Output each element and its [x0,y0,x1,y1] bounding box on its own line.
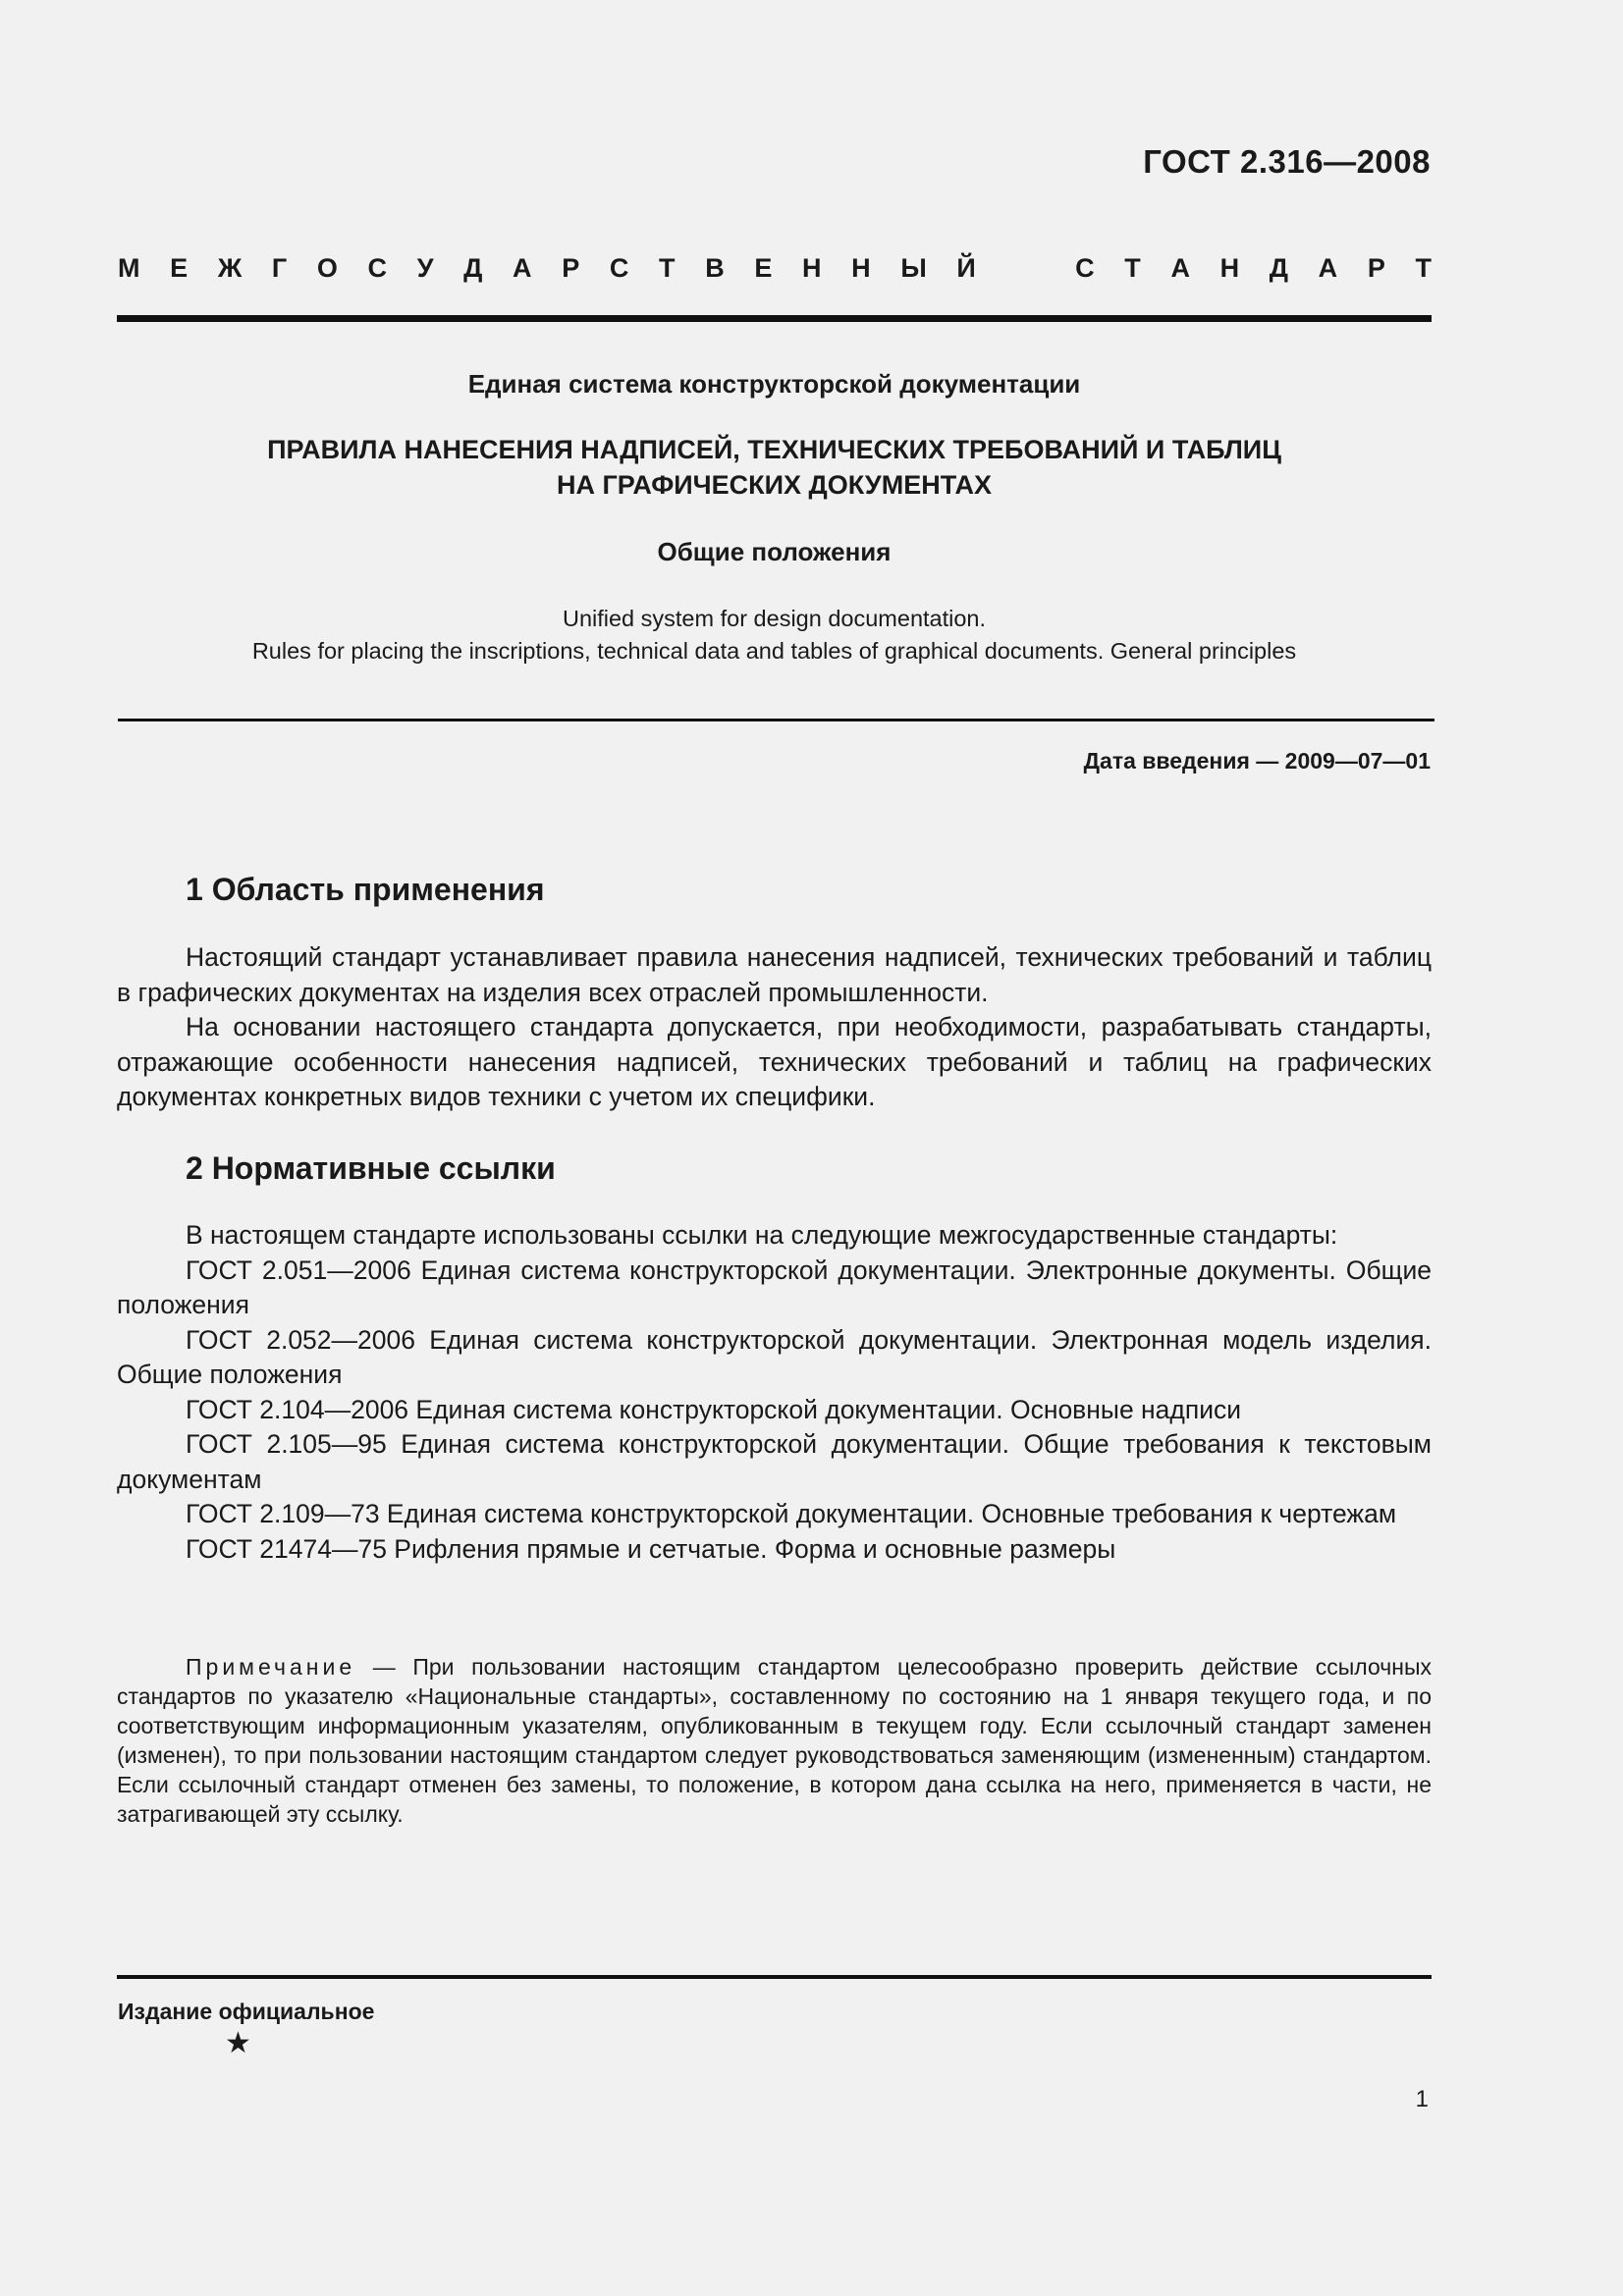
header-divider [117,315,1432,322]
banner-letter: А [513,253,532,283]
reference-item: ГОСТ 2.104—2006 Единая система конструкторской документации. Основные надписи [186,1394,1242,1424]
reference-item: ГОСТ 2.051—2006 Единая система конструкторской документации. Электронные документы. Общие положения [117,1255,1432,1319]
reference-item: ГОСТ 2.052—2006 Единая система конструкторской документации. Электронная модель изделия. Общие положения [117,1324,1432,1389]
banner-letter: Д [1269,253,1289,283]
banner-letter: О [316,253,338,283]
paragraph: В настоящем стандарте использованы ссылки на следующие межгосударственные стандарты: [186,1220,1338,1250]
introduction-date: Дата введения — 2009—07—01 [1083,748,1431,774]
paragraph: Настоящий стандарт устанавливает правила нанесения надписей, технических требований и таблиц в графических документах на изделия всех отраслей промышленности. [117,942,1432,1007]
banner-letter: У [416,253,434,283]
banner-letter: С [367,253,388,283]
document-number: ГОСТ 2.316—2008 [1143,143,1431,180]
note-label: Примечание [186,1654,356,1680]
banner-letter: Е [754,253,773,283]
page-number: 1 [1415,2086,1429,2112]
section-2-body [117,1218,1432,1567]
banner-letter: Т [1415,253,1432,283]
reference-item: ГОСТ 2.105—95 Единая система конструкторской документации. Общие требования к текстовым документам [117,1429,1432,1494]
banner-letter: С [609,253,629,283]
banner-letter: В [705,253,725,283]
banner-letter: А [1170,253,1190,283]
system-name: Единая система конструкторской документации [467,369,1081,399]
document-title [117,432,1432,503]
document-subtitle: Общие положения [657,537,892,566]
banner-letter: Н [1219,253,1240,283]
banner-letter: Р [562,253,580,283]
section-1-body [117,940,1432,1115]
section-heading: 2 Нормативные ссылки [186,1150,556,1186]
banner-letter: Г [271,253,288,283]
banner-word-gap [1005,253,1045,284]
banner-letter: Т [1124,253,1141,283]
reference-item: ГОСТ 2.109—73 Единая система конструкторской документации. Основные требования к чертежам [186,1499,1397,1528]
english-title-line: Unified system for design documentation. [562,606,987,631]
paragraph: На основании настоящего стандарта допускается, при необходимости, разрабатывать стандарты, отражающие особенности нанесения надписей, технических требований и таблиц на графических документах конкретных видов техники с учетом их специфики. [117,1012,1432,1111]
title-line: НА ГРАФИЧЕСКИХ ДОКУМЕНТАХ [556,470,993,500]
banner-letter: Й [956,253,976,283]
title-divider [118,719,1434,721]
english-title-line: Rules for placing the inscriptions, technical data and tables of graphical documents. General principles [251,638,1297,664]
banner-letter: М [118,253,140,283]
note [117,1652,1432,1829]
banner-letter: Д [463,253,483,283]
official-edition-label: Издание официальное [118,1999,375,2024]
footer-divider [117,1975,1432,1979]
english-title [117,603,1432,667]
banner-letter: Ж [217,253,243,283]
banner-letter: Т [659,253,676,283]
reference-item: ГОСТ 21474—75 Рифления прямые и сетчатые. Форма и основные размеры [186,1533,1116,1564]
banner-letter: Н [802,253,822,283]
banner-letter: Р [1367,253,1385,283]
standard-banner [118,253,1432,284]
banner-letter: Н [851,253,871,283]
note-paragraph [117,1652,1432,1829]
banner-letter: Е [170,253,189,283]
banner-letter: С [1075,253,1095,283]
note-text: — При пользовании настоящим стандартом целесообразно проверить действие ссылочных стандартов по указателю «Национальные стандарты», составленному по состоянию на 1 января текущего года, и по соответствующим информационным указателям, опубликованным в текущем году. Если ссылочный стандарт заменен (изменен), то при пользовании настоящим стандартом следует руководствоваться заменяющим (измененным) стандартом. Если ссылочный стандарт отменен без замены, то положение, в котором дана ссылка на него, применяется в части, не затрагивающей эту ссылку. [117,1654,1432,1827]
banner-letter: Ы [900,253,927,283]
star-icon: ★ [225,2027,251,2059]
banner-letter: А [1318,253,1338,283]
section-heading: 1 Область применения [186,872,545,907]
title-line: ПРАВИЛА НАНЕСЕНИЯ НАДПИСЕЙ, ТЕХНИЧЕСКИХ ТРЕБОВАНИЙ И ТАБЛИЦ [267,435,1281,464]
